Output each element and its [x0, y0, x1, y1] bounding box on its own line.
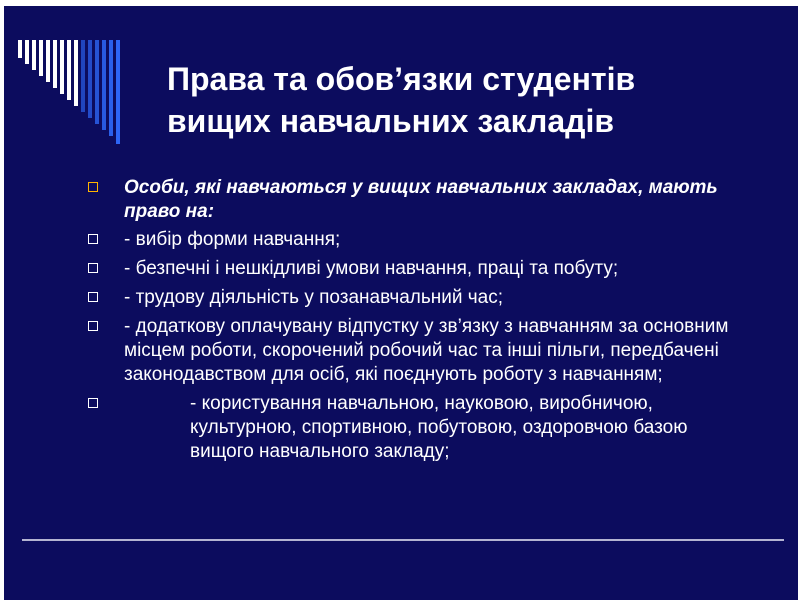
stripe-bar: [88, 40, 92, 118]
bullet-item: [88, 228, 748, 252]
stripe-bar: [102, 40, 106, 130]
bullet-text: - безпечні і нешкідливі умови навчання, праці та побуту;: [124, 258, 619, 279]
bullet-item: [88, 286, 748, 310]
bullet-item-intro: [88, 176, 748, 224]
bullet-text: Особи, які навчаються у вищих навчальних закладах, мають право на:: [124, 177, 718, 222]
square-bullet-icon: [88, 234, 98, 244]
bullet-list: [88, 176, 748, 469]
bullet-text: - додаткову оплачувану відпустку у зв’язку з навчанням за основним місцем роботи, скорочений робочий час та інші пільги, передбачені законодавством для осіб, які поєднують роботу з навчанням;: [124, 316, 729, 385]
square-bullet-icon: [88, 321, 98, 331]
stripe-bar: [18, 40, 22, 58]
title-line-1: Права та обов’язки студентів: [167, 61, 636, 97]
slide-title: [167, 58, 767, 142]
stripe-bar: [46, 40, 50, 82]
stripe-bar: [53, 40, 57, 88]
square-bullet-icon: [88, 292, 98, 302]
stripe-bar: [116, 40, 120, 144]
bullet-text: - вибір форми навчання;: [124, 229, 341, 250]
square-bullet-icon: [88, 182, 98, 192]
slide: [4, 6, 798, 600]
stripe-bar: [67, 40, 71, 100]
stripe-bar: [60, 40, 64, 94]
square-bullet-icon: [88, 398, 98, 408]
square-bullet-icon: [88, 263, 98, 273]
bullet-text: - користування навчальною, науковою, виробничою, культурною, спортивною, побутовою, оздоровчою базою вищого навчального закладу;: [190, 393, 688, 462]
bullet-item: [88, 257, 748, 281]
stripe-bar: [109, 40, 113, 136]
title-line-2: вищих навчальних закладів: [167, 103, 615, 139]
stripe-bar: [32, 40, 36, 70]
stripe-bar: [74, 40, 78, 106]
stripe-bar: [25, 40, 29, 64]
bullet-text: - трудову діяльність у позанавчальний час;: [124, 287, 504, 308]
stripe-bar: [95, 40, 99, 124]
bullet-item: [88, 392, 748, 464]
bullet-item: [88, 315, 748, 387]
bottom-divider: [22, 539, 784, 541]
stripe-bar: [81, 40, 85, 112]
stripe-bar: [39, 40, 43, 76]
